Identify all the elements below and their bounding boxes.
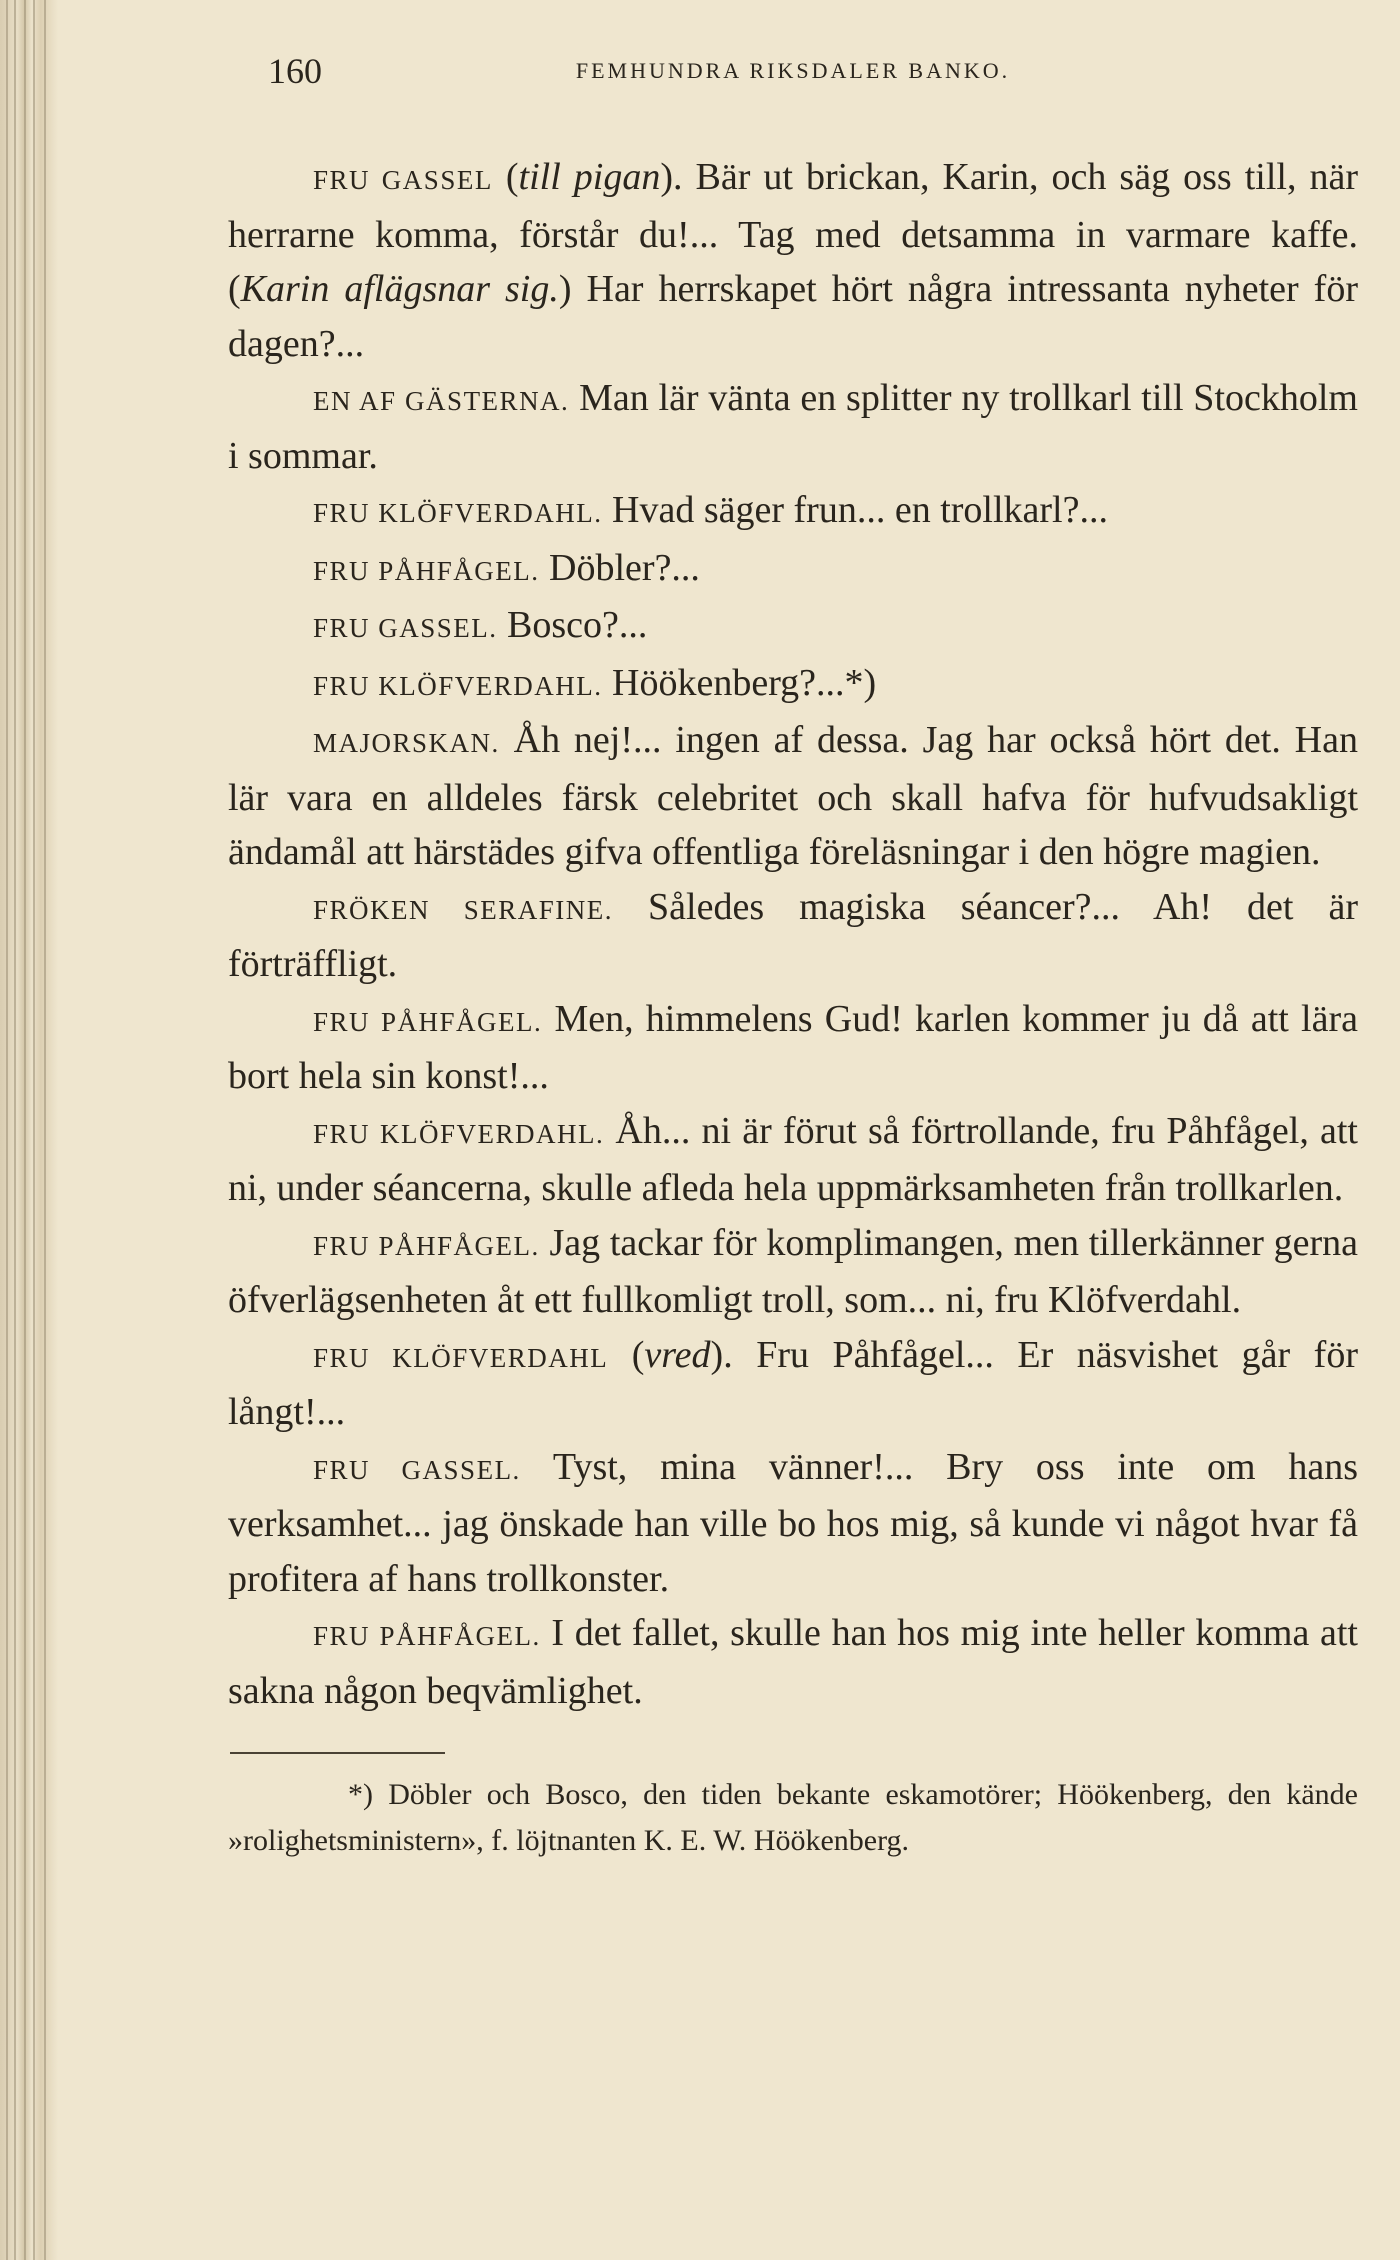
speech bbox=[228, 1216, 1358, 1328]
speech-text: Men, himmelens Gud! karlen kommer ju då att lära bort hela sin konst!... bbox=[228, 997, 1358, 1097]
speaker-name: FRU KLÖFVERDAHL. bbox=[313, 670, 603, 701]
speech bbox=[228, 992, 1358, 1104]
speaker-name: FRU KLÖFVERDAHL. bbox=[313, 1118, 605, 1149]
speech-text: Tyst, mina vänner!... Bry oss inte om hans verksamhet... jag önskade han ville bo hos mig, så kunde vi något hvar få profitera af hans trollkonster. bbox=[228, 1445, 1358, 1600]
dialogue-body bbox=[228, 150, 1358, 1718]
speaker-name: FRU KLÖFVERDAHL. bbox=[313, 498, 603, 528]
running-head: FEMHUNDRA RIKSDALER BANKO. bbox=[575, 58, 1011, 83]
speech bbox=[228, 656, 1358, 714]
speech-text: ( bbox=[492, 156, 519, 198]
speaker-name: FRU PÅHFÅGEL. bbox=[313, 1006, 543, 1037]
speaker-name: FRU GASSEL. bbox=[313, 613, 498, 643]
speech-text: Åh nej!... ingen af dessa. Jag har också hört det. Han lär vara en alldeles färsk celebritet och skall hafva för hufvudsakligt ändamål att härstädes gifva offentliga föreläsningar i den högre magien. bbox=[228, 719, 1358, 873]
speech bbox=[228, 713, 1358, 880]
speech-text: Höökenberg?...*) bbox=[602, 661, 877, 704]
speech-text: Hvad säger frun... en trollkarl?... bbox=[602, 489, 1108, 531]
speech-text: Man lär vänta en splitter ny trollkarl till Stockholm i sommar. bbox=[228, 377, 1358, 477]
stage-direction: Karin aflägsnar sig. bbox=[240, 268, 559, 310]
speech bbox=[228, 598, 1358, 656]
speaker-name: FRU PÅHFÅGEL. bbox=[313, 555, 540, 586]
book-spine-edge bbox=[0, 0, 58, 2260]
speech bbox=[228, 1440, 1358, 1607]
speech-text: Jag tackar för komplimangen, men tillerkänner gerna öfverlägsenheten åt ett fullkomligt troll, som... ni, fru Klöfverdahl. bbox=[228, 1221, 1358, 1321]
speech-text: Således magiska séancer?... Ah! det är förträffligt. bbox=[228, 885, 1359, 985]
speaker-name: FRU GASSEL bbox=[313, 165, 493, 195]
speech-text: Åh... ni är förut så förtrollande, fru Påhfågel, att ni, under séancerna, skulle afleda hela uppmärksamheten från trollkarlen. bbox=[228, 1109, 1358, 1209]
page-number: 160 bbox=[268, 51, 322, 91]
stage-direction: till pigan bbox=[518, 156, 661, 198]
speaker-name: FRU GASSEL. bbox=[313, 1454, 521, 1485]
speech-text: Bosco?... bbox=[497, 604, 648, 646]
speech bbox=[228, 1606, 1358, 1718]
speaker-name: MAJORSKAN. bbox=[313, 728, 500, 758]
speech-text: ). Bär ut brickan, Karin, och säg oss till, när herrarne komma, förstår du!... Tag med detsamma in varmare kaffe. ( bbox=[228, 156, 1359, 310]
speaker-name: FRU KLÖFVERDAHL bbox=[313, 1342, 609, 1373]
speech-text: I det fallet, skulle han hos mig inte heller komma att sakna någon beqvämlighet. bbox=[228, 1612, 1358, 1712]
speech bbox=[228, 1328, 1358, 1440]
speaker-name: EN AF GÄSTERNA. bbox=[313, 386, 570, 416]
speech bbox=[228, 150, 1358, 371]
speech-text: ). Fru Påhfågel... Er näsvishet går för långt!... bbox=[228, 1333, 1358, 1433]
page-header bbox=[228, 50, 1358, 110]
speech bbox=[228, 371, 1358, 483]
book-page bbox=[228, 50, 1358, 1864]
speech-text: Döbler?... bbox=[539, 546, 700, 589]
speech bbox=[228, 483, 1358, 541]
stage-direction: vred bbox=[644, 1333, 711, 1376]
speaker-name: FRÖKEN SERAFINE. bbox=[313, 894, 614, 925]
speech-text: ( bbox=[608, 1333, 645, 1376]
speech bbox=[228, 541, 1358, 599]
footnote: *) Döbler och Bosco, den tiden bekante eskamotörer; Höökenberg, den kände »rolighetsministern», f. löjtnanten K. E. W. Höökenberg. bbox=[228, 1778, 1358, 1857]
speech bbox=[228, 880, 1358, 992]
speaker-name: FRU PÅHFÅGEL. bbox=[313, 1230, 540, 1261]
footnote-divider bbox=[230, 1752, 445, 1754]
speech bbox=[228, 1104, 1358, 1216]
speech-text: ) Har herrskapet hört några intressanta nyheter för dagen?... bbox=[228, 268, 1358, 365]
speaker-name: FRU PÅHFÅGEL. bbox=[313, 1621, 541, 1651]
